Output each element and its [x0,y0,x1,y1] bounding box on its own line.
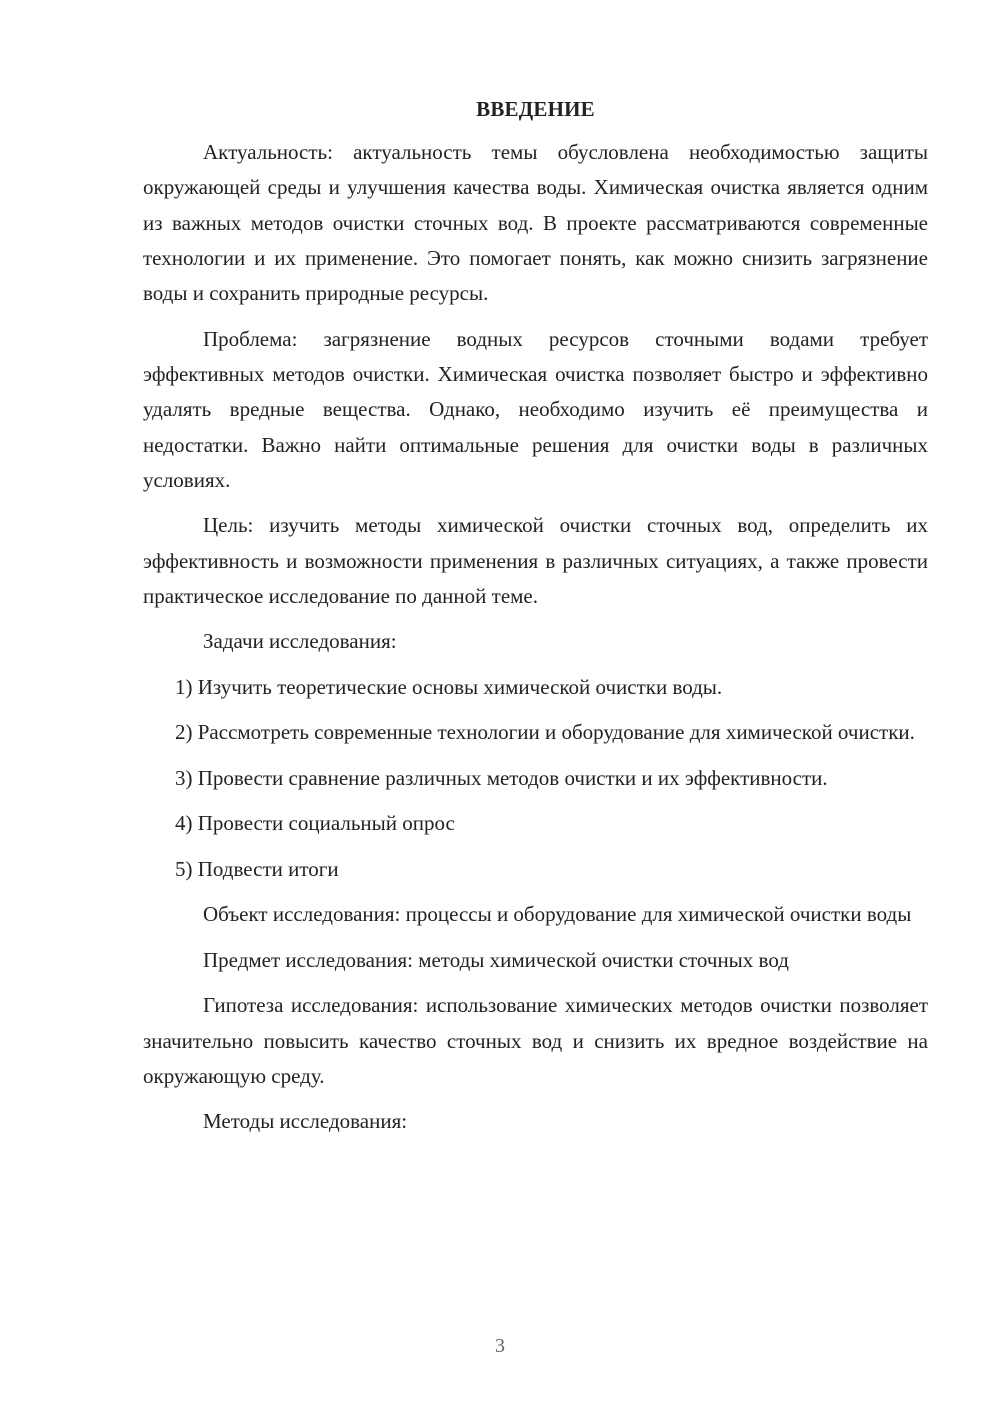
methods-heading: Методы исследования: [203,1109,408,1134]
tasks-list [143,670,928,887]
tasks-heading: Задачи исследования: [203,629,397,654]
relevance-paragraph: Актуальность: актуальность темы обусловлена необходимостью защиты окружающей среды и улучшения качества воды. Химическая очистка является одним из важных методов очистки сточных вод. В проекте рассматриваются современные технологии и их применение. Это помогает понять, как можно снизить загрязнение воды и сохранить природные ресурсы. [143,140,928,306]
section-title: ВВЕДЕНИЕ [476,97,595,121]
object-paragraph: Объект исследования: процессы и оборудование для химической очистки воды [203,902,912,927]
list-item: 2) Рассмотреть современные технологии и оборудование для химической очистки. [175,720,915,745]
list-item: 1) Изучить теоретические основы химической очистки воды. [175,674,723,699]
hypothesis-paragraph: Гипотеза исследования: использование химических методов очистки позволяет значительно повысить качество сточных вод и снизить их вредное воздействие на окружающую среду. [143,993,928,1088]
list-item: 4) Провести социальный опрос [175,811,455,836]
page-number: 3 [495,1335,505,1357]
list-item: 5) Подвести итоги [175,856,339,881]
goal-paragraph: Цель: изучить методы химической очистки сточных вод, определить их эффективность и возможности применения в различных ситуациях, а также провести практическое исследование по данной теме. [143,513,928,608]
subject-paragraph: Предмет исследования: методы химической очистки сточных вод [203,947,789,972]
problem-paragraph: Проблема: загрязнение водных ресурсов сточными водами требует эффективных методов очистки. Химическая очистка позволяет быстро и эффективно удалять вредные вещества. Однако, необходимо изучить её преимущества и недостатки. Важно найти оптимальные решения для очистки воды в различных условиях. [143,326,928,492]
list-item: 3) Провести сравнение различных методов очистки и их эффективности. [175,765,828,790]
document-page [143,92,928,1150]
